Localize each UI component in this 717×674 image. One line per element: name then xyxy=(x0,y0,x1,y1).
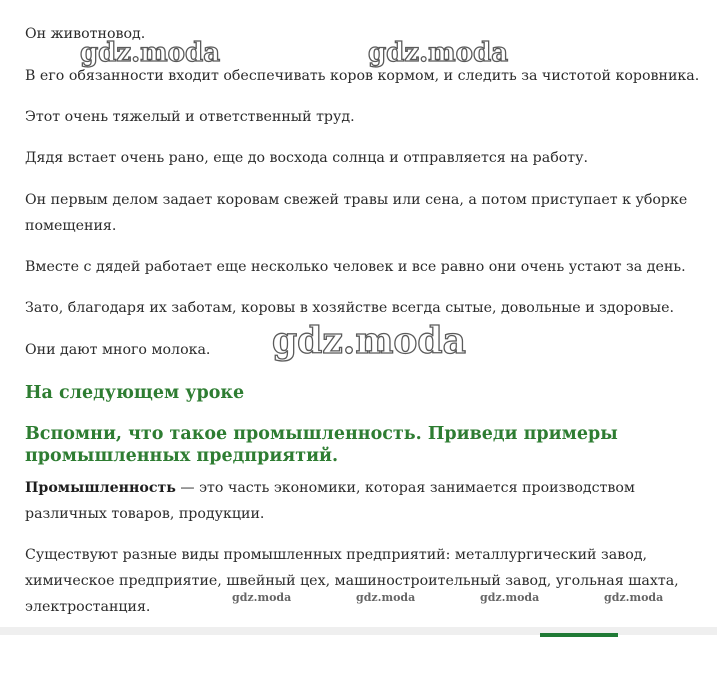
examples-line: электростанция. xyxy=(25,599,151,615)
watermark-small: gdz.moda xyxy=(604,591,664,604)
watermark: gdz.moda xyxy=(272,320,466,362)
watermark-small: gdz.moda xyxy=(356,591,416,604)
task-heading-line: промышленных предприятий. xyxy=(25,446,339,466)
watermark: gdz.moda xyxy=(80,38,221,68)
examples-line: Существуют разные виды промышленных предприятий: металлургический завод, xyxy=(25,547,647,563)
definition-term: Промышленность xyxy=(25,480,176,496)
paragraph: Зато, благодаря их заботам, коровы в хозяйстве всегда сытые, довольные и здоровые. xyxy=(25,300,674,316)
definition-text: — это часть экономики, которая занимается производством xyxy=(175,480,635,496)
definition-line xyxy=(25,475,635,501)
paragraph: Он животновод. xyxy=(25,26,146,42)
paragraph: Они дают много молока. xyxy=(25,342,211,358)
paragraph: Дядя встает очень рано, еще до восхода солнца и отправляется на работу. xyxy=(25,150,588,166)
watermark: gdz.moda xyxy=(368,38,509,68)
paragraph-line: помещения. xyxy=(25,218,117,234)
active-tab-indicator[interactable] xyxy=(540,633,618,637)
paragraph: В его обязанности входит обеспечивать коров кормом, и следить за чистотой коровника. xyxy=(25,68,700,84)
paragraph: Вместе с дядей работает еще несколько человек и все равно они очень устают за день. xyxy=(25,259,686,275)
paragraph-line: Он первым делом задает коровам свежей травы или сена, а потом приступает к уборке xyxy=(25,192,688,208)
paragraph: Этот очень тяжелый и ответственный труд. xyxy=(25,109,355,125)
section-heading-next-lesson: На следующем уроке xyxy=(25,383,245,403)
examples-line: химическое предприятие, швейный цех, машиностроительный завод, угольная шахта, xyxy=(25,573,679,589)
watermark-small: gdz.moda xyxy=(480,591,540,604)
watermark-small: gdz.moda xyxy=(232,591,292,604)
task-heading-line: Вспомни, что такое промышленность. Приведи примеры xyxy=(25,424,618,444)
definition-line: различных товаров, продукции. xyxy=(25,506,265,522)
